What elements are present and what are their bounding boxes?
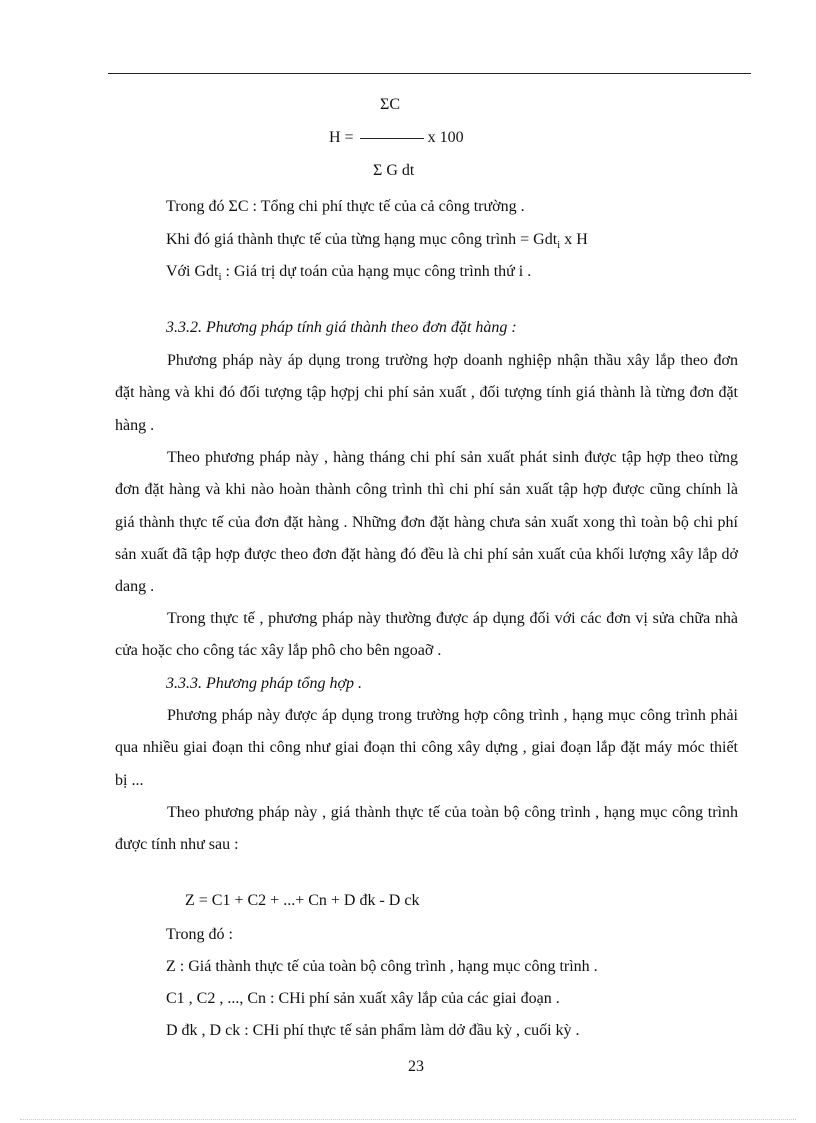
definition-z: Z : Giá thành thực tế của toàn bộ công trình , hạng mục công trình . [166,958,598,975]
where-sum-c: Trong đó ΣC : Tổng chi phí thực tế của cả công trường . [166,198,525,215]
formula-numerator: ΣC [380,96,400,113]
line-voi-text: Với Gdt [166,263,219,280]
fraction-bar [360,138,424,139]
footer-dotted-rule [20,1119,796,1120]
line-khi-do [166,231,588,251]
paragraph-1: Phương pháp này áp dụng trong trường hợp doanh nghiệp nhận thầu xây lắp theo đơn đặt hàng và khi đó đối tượng tập hợpj chi phí sản xuất , đối tượng tính giá thành là từng đơn đặt hàng . [115,352,738,434]
section-heading-3-3-3: 3.3.3. Phương pháp tổng hợp . [166,675,363,692]
definition-d: D đk , D ck : CHi phí thực tế sản phẩm làm dở đầu kỳ , cuối kỳ . [166,1022,580,1039]
definition-c: C1 , C2 , ..., Cn : CHi phí sản xuất xây lắp của các giai đoạn . [166,990,560,1007]
paragraph-5: Theo phương pháp này , giá thành thực tế của toàn bộ công trình , hạng mục công trình được tính như sau : [115,804,738,854]
page-number: 23 [408,1058,424,1075]
section-heading-3-3-2: 3.3.2. Phương pháp tính giá thành theo đơn đặt hàng : [166,319,517,336]
paragraph-2: Theo phương pháp này , hàng tháng chi phí sản xuất phát sinh được tập hợp theo từng đơn đặt hàng và khi nào hoàn thành công trình thì chi phí sản xuất tập hợp được cũng chính là giá thành thực tế của đơn đặt hàng . Những đơn đặt hàng chưa sản xuất xong thì toàn bộ chi phí sản xuất đã tập hợp được theo đơn đặt hàng đó đều là chi phí sản xuất của khối lượng xây lắp dở dang . [115,449,738,596]
formula-rhs: x 100 [427,129,464,146]
line-khi-tail: x H [560,231,588,248]
formula-z: Z = C1 + C2 + ...+ Cn + D đk - D ck [185,892,420,909]
subscript-i: i [218,271,222,284]
paragraph-4: Phương pháp này được áp dụng trong trường hợp công trình , hạng mục công trình phải qua nhiều giai đoạn thi công như giai đoạn thi công xây dựng , giai đoạn lắp đặt máy móc thiết bị ... [115,707,738,789]
paragraph-3: Trong thực tế , phương pháp này thường được áp dụng đối với các đơn vị sửa chữa nhà cửa hoặc cho công tác xây lắp phô cho bên ngoaỡ . [115,610,738,660]
formula-lhs: H = [329,129,354,146]
formula-denominator: Σ G dt [373,162,415,179]
where-label: Trong đó : [166,926,233,943]
formula-fraction-line [329,129,464,147]
header-rule [108,73,751,74]
line-voi-gdt [166,263,531,283]
line-khi-text: Khi đó giá thành thực tế của từng hạng mục công trình = Gdt [166,231,558,248]
subscript-i: i [557,239,561,252]
line-voi-tail: : Giá trị dự toán của hạng mục công trình thứ i . [221,263,532,280]
